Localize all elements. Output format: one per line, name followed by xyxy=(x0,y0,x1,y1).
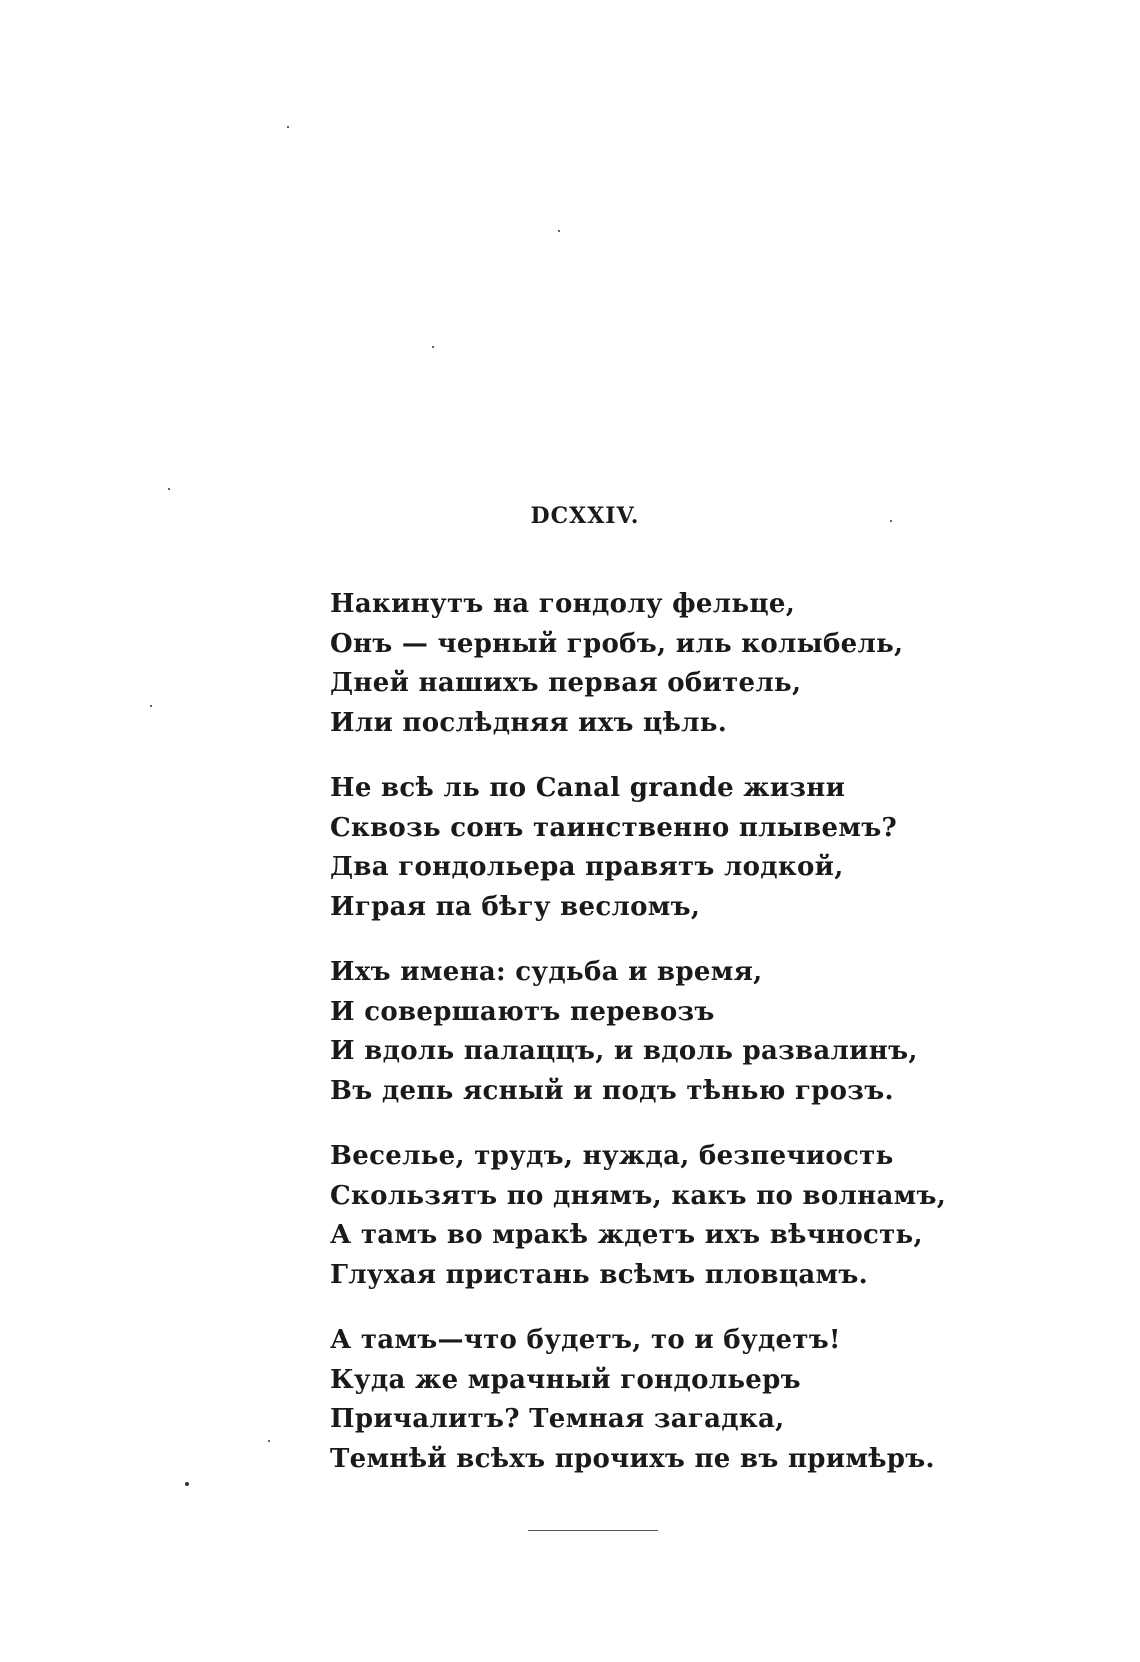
poem-line: Причалитъ? Темная загадка, xyxy=(330,1404,785,1434)
poem-line: Веселье, трудъ, нужда, безпечиость xyxy=(330,1141,894,1171)
print-speck xyxy=(185,1482,189,1486)
stanza xyxy=(330,953,1030,1111)
poem-line: Скользятъ по днямъ, какъ по волнамъ, xyxy=(330,1180,947,1211)
end-rule xyxy=(528,1530,658,1531)
poem-line: Дней нашихъ первая обитель, xyxy=(330,668,802,698)
poem-line: Накинутъ на гондолу фельце, xyxy=(330,589,796,619)
print-speck xyxy=(150,705,152,707)
poem-line: И совершаютъ перевозъ xyxy=(330,996,715,1027)
stanza xyxy=(330,1321,1030,1479)
poem-line: Два гондольера правятъ лодкой, xyxy=(330,852,844,882)
stanza xyxy=(330,1137,1030,1295)
poem-line: А тамъ—что будетъ, то и будетъ! xyxy=(330,1325,841,1355)
print-speck xyxy=(432,346,434,348)
poem-line: Въ депь ясный и подъ тѣнью грозъ. xyxy=(330,1075,894,1106)
poem-line: Онъ — черный гробъ, иль колыбель, xyxy=(330,628,904,659)
poem-number-heading: DCXXIV. xyxy=(530,503,640,529)
poem-line: Не всѣ ль по Canal grande жизни xyxy=(330,773,846,803)
poem-line: Сквозь сонъ таинственно плывемъ? xyxy=(330,812,898,843)
print-speck xyxy=(268,1440,270,1442)
poem-line: А тамъ во мракѣ ждетъ ихъ вѣчность, xyxy=(330,1220,923,1250)
poem-line: Или послѣдняя ихъ цѣль. xyxy=(330,707,728,738)
stanza xyxy=(330,769,1030,927)
print-speck xyxy=(168,488,170,490)
poem-line: Куда же мрачный гондольеръ xyxy=(330,1364,801,1395)
print-speck xyxy=(558,230,560,232)
poem-line: И вдоль палаццъ, и вдоль развалинъ, xyxy=(330,1036,918,1066)
poem-line: Ихъ имена: судьба и время, xyxy=(330,957,763,987)
stanza xyxy=(330,585,1030,743)
poem-line: Глухая пристань всѣмъ пловцамъ. xyxy=(330,1259,869,1290)
poem-body xyxy=(330,585,1030,1505)
print-speck xyxy=(287,126,289,128)
poem-line: Играя па бѣгу весломъ, xyxy=(330,891,701,922)
poem-line: Темнѣй всѣхъ прочихъ пе въ примѣръ. xyxy=(330,1443,935,1474)
